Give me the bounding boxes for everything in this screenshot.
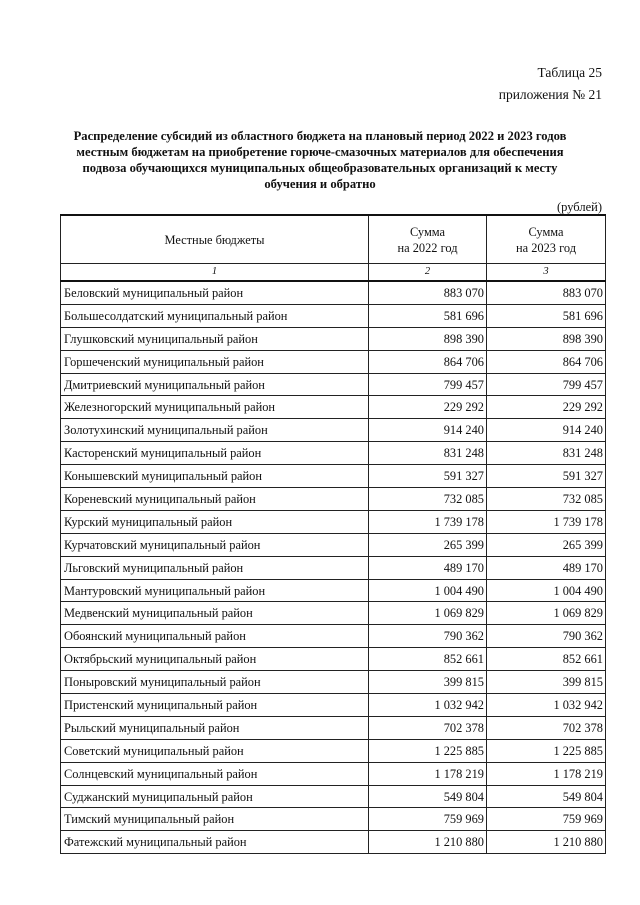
table-row: [61, 304, 606, 327]
sum-2023-cell: 549 804: [487, 785, 606, 808]
sum-2023-cell: 1 178 219: [487, 762, 606, 785]
table-header-row: [61, 215, 606, 264]
sum-2022-cell: 1 004 490: [369, 579, 487, 602]
table-row: [61, 808, 606, 831]
table-row: [61, 716, 606, 739]
table-row: [61, 488, 606, 511]
sum-2022-cell: 229 292: [369, 396, 487, 419]
sum-2023-cell: 1 069 829: [487, 602, 606, 625]
table-row: [61, 694, 606, 717]
sum-2023-cell: 265 399: [487, 533, 606, 556]
district-name-cell: Обоянский муниципальный район: [61, 625, 369, 648]
sum-2022-cell: 399 815: [369, 671, 487, 694]
sum-2023-cell: 914 240: [487, 419, 606, 442]
table-row: [61, 419, 606, 442]
district-name-cell: Советский муниципальный район: [61, 739, 369, 762]
sum-2022-cell: 883 070: [369, 281, 487, 304]
sum-2022-cell: 581 696: [369, 304, 487, 327]
sum-2022-cell: 898 390: [369, 327, 487, 350]
sum-2022-cell: 790 362: [369, 625, 487, 648]
sum-2022-cell: 914 240: [369, 419, 487, 442]
district-name-cell: Курский муниципальный район: [61, 510, 369, 533]
sum-2022-cell: 1 032 942: [369, 694, 487, 717]
table-row: [61, 579, 606, 602]
table-body: [61, 281, 606, 854]
table-row: [61, 281, 606, 304]
district-name-cell: Медвенский муниципальный район: [61, 602, 369, 625]
table-reference: Таблица 25: [537, 65, 602, 80]
sum-2023-cell: 489 170: [487, 556, 606, 579]
district-name-cell: Курчатовский муниципальный район: [61, 533, 369, 556]
sum-2023-cell: 1 004 490: [487, 579, 606, 602]
sum-2023-cell: 1 739 178: [487, 510, 606, 533]
column-number-1: 1: [61, 264, 369, 282]
table-row: [61, 625, 606, 648]
sum-2023-cell: 852 661: [487, 648, 606, 671]
sum-2023-cell: 732 085: [487, 488, 606, 511]
district-name-cell: Железногорский муниципальный район: [61, 396, 369, 419]
table-row: [61, 396, 606, 419]
sum-2023-cell: 702 378: [487, 716, 606, 739]
sum-2022-cell: 1 069 829: [369, 602, 487, 625]
sum-2023-cell: 581 696: [487, 304, 606, 327]
table-row: [61, 602, 606, 625]
sum-2022-cell: 864 706: [369, 350, 487, 373]
district-name-cell: Октябрьский муниципальный район: [61, 648, 369, 671]
table-row: [61, 465, 606, 488]
district-name-cell: Мантуровский муниципальный район: [61, 579, 369, 602]
table-row: [61, 831, 606, 854]
sum-2022-cell: 591 327: [369, 465, 487, 488]
sum-2022-cell: 831 248: [369, 442, 487, 465]
appendix-reference: приложения № 21: [498, 87, 602, 102]
sum-2023-cell: 864 706: [487, 350, 606, 373]
sum-2022-cell: 549 804: [369, 785, 487, 808]
sum-2023-cell: 591 327: [487, 465, 606, 488]
sum-2022-cell: 489 170: [369, 556, 487, 579]
subsidy-table: [60, 214, 606, 854]
column-number-2: 2: [369, 264, 487, 282]
sum-2022-cell: 799 457: [369, 373, 487, 396]
sum-2023-cell: 883 070: [487, 281, 606, 304]
column-number-3: 3: [487, 264, 606, 282]
sum-2022-cell: 1 225 885: [369, 739, 487, 762]
sum-2023-cell: 229 292: [487, 396, 606, 419]
district-name-cell: Касторенский муниципальный район: [61, 442, 369, 465]
district-name-cell: Льговский муниципальный район: [61, 556, 369, 579]
sum-2023-cell: 1 210 880: [487, 831, 606, 854]
district-name-cell: Конышевский муниципальный район: [61, 465, 369, 488]
sum-2022-cell: 1 739 178: [369, 510, 487, 533]
table-row: [61, 510, 606, 533]
document-title: Распределение субсидий из областного бюджета на плановый период 2022 и 2023 годов местным бюджетам на приобретение горюче-смазочных материалов для обеспечения подвоза обучающихся муниципальных общеобразовательных организаций к месту обучения и обратно: [73, 129, 567, 191]
table-row: [61, 785, 606, 808]
column-header-2022: Сумма на 2022 год: [369, 215, 487, 264]
sum-2023-cell: 799 457: [487, 373, 606, 396]
sum-2022-cell: 759 969: [369, 808, 487, 831]
sum-2023-cell: 790 362: [487, 625, 606, 648]
sum-2022-cell: 732 085: [369, 488, 487, 511]
district-name-cell: Беловский муниципальный район: [61, 281, 369, 304]
column-number-row: [61, 264, 606, 282]
table-row: [61, 442, 606, 465]
column-header-2023: Сумма на 2023 год: [487, 215, 606, 264]
district-name-cell: Кореневский муниципальный район: [61, 488, 369, 511]
district-name-cell: Суджанский муниципальный район: [61, 785, 369, 808]
table-row: [61, 350, 606, 373]
district-name-cell: Пристенский муниципальный район: [61, 694, 369, 717]
district-name-cell: Горшеченский муниципальный район: [61, 350, 369, 373]
district-name-cell: Золотухинский муниципальный район: [61, 419, 369, 442]
column-header-budgets: Местные бюджеты: [61, 215, 369, 264]
sum-2022-cell: 702 378: [369, 716, 487, 739]
sum-2022-cell: 852 661: [369, 648, 487, 671]
table-row: [61, 762, 606, 785]
sum-2023-cell: 831 248: [487, 442, 606, 465]
sum-2022-cell: 265 399: [369, 533, 487, 556]
district-name-cell: Солнцевский муниципальный район: [61, 762, 369, 785]
district-name-cell: Глушковский муниципальный район: [61, 327, 369, 350]
district-name-cell: Тимский муниципальный район: [61, 808, 369, 831]
table-row: [61, 327, 606, 350]
sum-2023-cell: 399 815: [487, 671, 606, 694]
district-name-cell: Поныровский муниципальный район: [61, 671, 369, 694]
district-name-cell: Фатежский муниципальный район: [61, 831, 369, 854]
district-name-cell: Большесолдатский муниципальный район: [61, 304, 369, 327]
table-row: [61, 739, 606, 762]
district-name-cell: Рыльский муниципальный район: [61, 716, 369, 739]
sum-2022-cell: 1 178 219: [369, 762, 487, 785]
table-row: [61, 671, 606, 694]
table-row: [61, 556, 606, 579]
units-label: (рублей): [556, 200, 602, 214]
sum-2023-cell: 1 032 942: [487, 694, 606, 717]
sum-2023-cell: 759 969: [487, 808, 606, 831]
sum-2023-cell: 1 225 885: [487, 739, 606, 762]
table-row: [61, 373, 606, 396]
sum-2023-cell: 898 390: [487, 327, 606, 350]
table-row: [61, 533, 606, 556]
district-name-cell: Дмитриевский муниципальный район: [61, 373, 369, 396]
table-row: [61, 648, 606, 671]
sum-2022-cell: 1 210 880: [369, 831, 487, 854]
